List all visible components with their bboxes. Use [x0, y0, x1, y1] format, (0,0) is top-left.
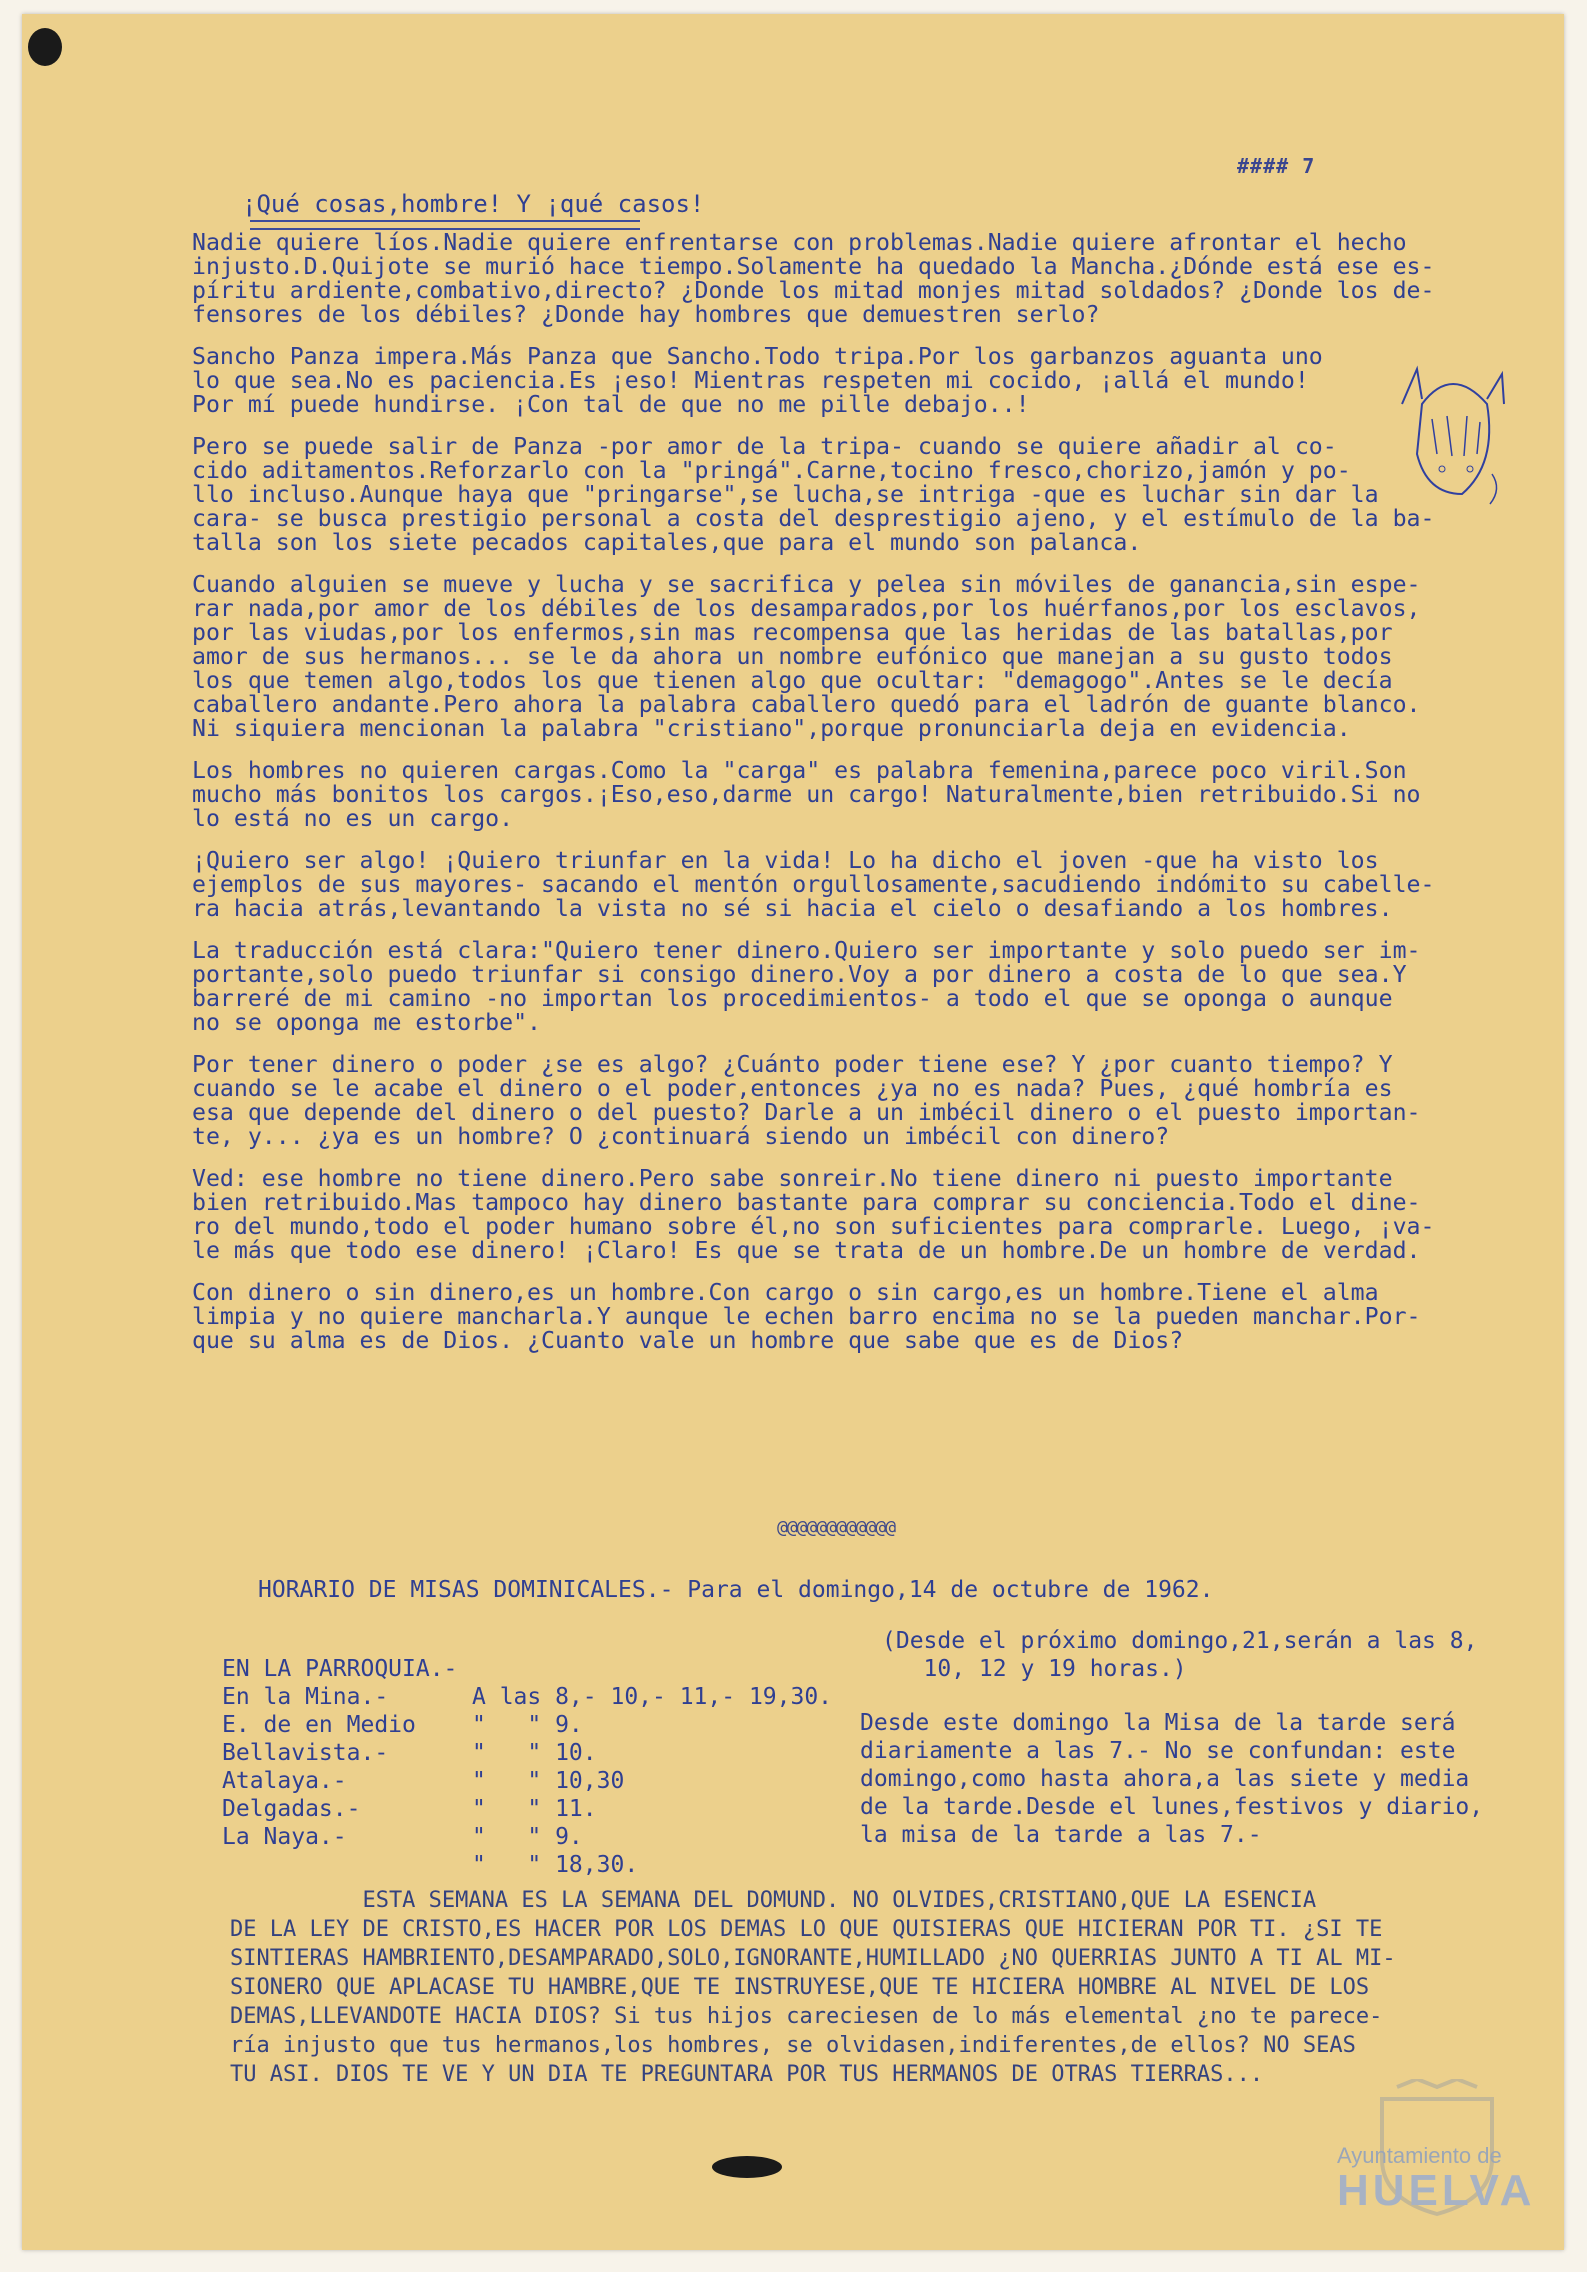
mass-times: " " 10.	[472, 1740, 597, 1766]
paragraph: Con dinero o sin dinero,es un hombre.Con cargo o sin cargo,es un hombre.Tiene el alma limpia y no quiere mancharla.Y aunque le echen barro encima no se la pueden manchar.Por- que su alma es de Dios. ¿Cuanto vale un hombre que sabe que es de Dios?	[192, 1279, 1421, 1354]
domund-appeal: ESTA SEMANA ES LA SEMANA DEL DOMUND. NO OLVIDES,CRISTIANO,QUE LA ESENCIA DE LA LEY DE CRISTO,ES HACER POR LOS DEMAS LO QUE QUISIERAS QUE HICIERAN POR TI. ¿SI TE SINTIERAS HAMBRIENTO,DESAMPARADO,SOLO,IGNORANTE,HUMILLADO ¿NO QUERRIAS JUNTO A TI AL MI- SIONERO QUE APLACASE TU HAMBRE,QUE TE INSTRUYESE,QUE TE HICIERA HOMBRE AL NIVEL DE LOS DEMAS,LLEVANDOTE HACIA DIOS? Si tus hijos careciesen de lo más elemental ¿no te parece- ría injusto que tus hermanos,los hombres, se olvidasen,indiferentes,de ellos? NO SEAS TU ASI. DIOS TE VE Y UN DIA TE PREGUNTARA POR TUS HERMANOS DE OTRAS TIERRAS...	[230, 1888, 1396, 2087]
paragraph: ¡Quiero ser algo! ¡Quiero triunfar en la vida! Lo ha dicho el joven -que ha visto los ejemplos de sus mayores- sacando el mentón orgullosamente,sacudiendo indómito su cabelle- ra hacia atrás,levantando la vista no sé si hacia el cielo o desafiando a los hombres.	[192, 847, 1435, 922]
mass-times: " " 9.	[472, 1824, 583, 1850]
paragraph: Pero se puede salir de Panza -por amor de la tripa- cuando se quiere añadir al co- cido aditamentos.Reforzarlo con la "pringá".Carne,tocino fresco,chorizo,jamón y po- llo incluso.Aunque haya que "pringarse",se lucha,se intriga -que es luchar sin dar la cara- se busca prestigio personal a costa del desprestigio ajeno, y el estímulo de la ba- talla son los siete pecados capitales,que para el mundo son palanca.	[192, 433, 1435, 556]
mass-place: La Naya.-	[222, 1824, 347, 1850]
mass-place: Bellavista.-	[222, 1740, 389, 1766]
next-sunday-note: (Desde el próximo domingo,21,serán a las 8, 10, 12 y 19 horas.)	[882, 1628, 1478, 1682]
paragraph: Ved: ese hombre no tiene dinero.Pero sabe sonreir.No tiene dinero ni puesto importante bien retribuido.Mas tampoco hay dinero bastante para comprar su conciencia.Todo el dine- ro del mundo,todo el poder humano sobre él,no son suficientes para comprarle. Luego, ¡va- le más que todo ese dinero! ¡Claro! Es que se trata de un hombre.De un hombre de verdad.	[192, 1165, 1435, 1264]
mass-times: " " 9.	[472, 1712, 583, 1738]
evening-mass-note: Desde este domingo la Misa de la tarde será diariamente a las 7.- No se confundan: este domingo,como hasta ahora,a las siete y media de la tarde.Desde el lunes,festivos y diario, la misa de la tarde a las 7.-	[860, 1710, 1484, 1848]
mass-place: EN LA PARROQUIA.-	[222, 1656, 458, 1682]
paragraph: Los hombres no quieren cargas.Como la "carga" es palabra femenina,parece poco viril.Son mucho más bonitos los cargos.¡Eso,eso,darme un cargo! Naturalmente,bien retribuido.Si no lo está no es un cargo.	[192, 757, 1421, 832]
paragraph: Cuando alguien se mueve y lucha y se sacrifica y pelea sin móviles de ganancia,sin espe- rar nada,por amor de los débiles de los desamparados,por los huérfanos,por los esclavos, por las viudas,por los enfermos,sin mas recompensa que las heridas de las batallas,por amor de sus hermanos... se le da ahora un nombre eufónico que manejan a su gusto todos los que temen algo,todos los que tienen algo que ocultar: "demagogo".Antes se le decía caballero andante.Pero ahora la palabra caballero quedó para el ladrón de guante blanco. Ni siquiera mencionan la palabra "cristiano",porque pronunciarla deja en evidencia.	[192, 571, 1421, 742]
article-body	[192, 231, 1512, 1371]
watermark-line2: HUELVA	[1337, 2166, 1536, 2215]
mass-place: Atalaya.-	[222, 1768, 347, 1794]
staple-hole-top-left	[28, 28, 62, 66]
mass-times: " " 10,30	[472, 1768, 625, 1794]
mass-schedule-heading: HORARIO DE MISAS DOMINICALES.- Para el domingo,14 de octubre de 1962.	[258, 1577, 1214, 1603]
mass-times: A las 8,- 10,- 11,- 19,30.	[472, 1684, 833, 1710]
document-page	[22, 14, 1564, 2250]
mass-times: " " 11.	[472, 1796, 597, 1822]
watermark-line1: Ayuntamiento de	[1337, 2143, 1502, 2168]
paragraph: Por tener dinero o poder ¿se es algo? ¿Cuánto poder tiene ese? Y ¿por cuanto tiempo? Y cuando se le acabe el dinero o el poder,entonces ¿ya no es nada? Pues, ¿qué hombría es esa que depende del dinero o del puesto? Darle a un imbécil dinero o el puesto importan- te, y... ¿ya es un hombre? O ¿continuará siendo un imbécil con dinero?	[192, 1051, 1421, 1150]
mass-place: Delgadas.-	[222, 1796, 361, 1822]
binding-hole-bottom	[712, 2156, 782, 2178]
page-number-mark: #### 7	[1237, 154, 1316, 178]
mass-times: " " 18,30.	[472, 1852, 639, 1878]
paragraph: Nadie quiere líos.Nadie quiere enfrentarse con problemas.Nadie quiere afrontar el hecho injusto.D.Quijote se murió hace tiempo.Solamente ha quedado la Mancha.¿Dónde está ese es- píritu ardiente,combativo,directo? ¿Donde los mitad monjes mitad soldados? ¿Donde los de- fensores de los débiles? ¿Donde hay hombres que demuestren serlo?	[192, 229, 1435, 328]
paragraph: La traducción está clara:"Quiero tener dinero.Quiero ser importante y solo puedo ser im- portante,solo puedo triunfar si consigo dinero.Voy a por dinero a costa de lo que sea.Y barreré de mi camino -no importan los procedimientos- a todo el que se oponga o aunque no se oponga me estorbe".	[192, 937, 1421, 1036]
page-title: ¡Qué cosas,hombre! Y ¡qué casos!	[242, 190, 705, 218]
section-separator: @@@@@@@@@@@@	[777, 1517, 896, 1538]
mass-place: E. de en Medio	[222, 1712, 416, 1738]
mass-schedule-table	[222, 1627, 833, 1878]
paragraph: Sancho Panza impera.Más Panza que Sancho.Todo tripa.Por los garbanzos aguanta uno lo que sea.No es paciencia.Es ¡eso! Mientras respeten mi cocido, ¡allá el mundo! Por mí puede hundirse. ¡Con tal de que no me pille debajo..!	[192, 343, 1323, 418]
mass-place: En la Mina.-	[222, 1684, 389, 1710]
